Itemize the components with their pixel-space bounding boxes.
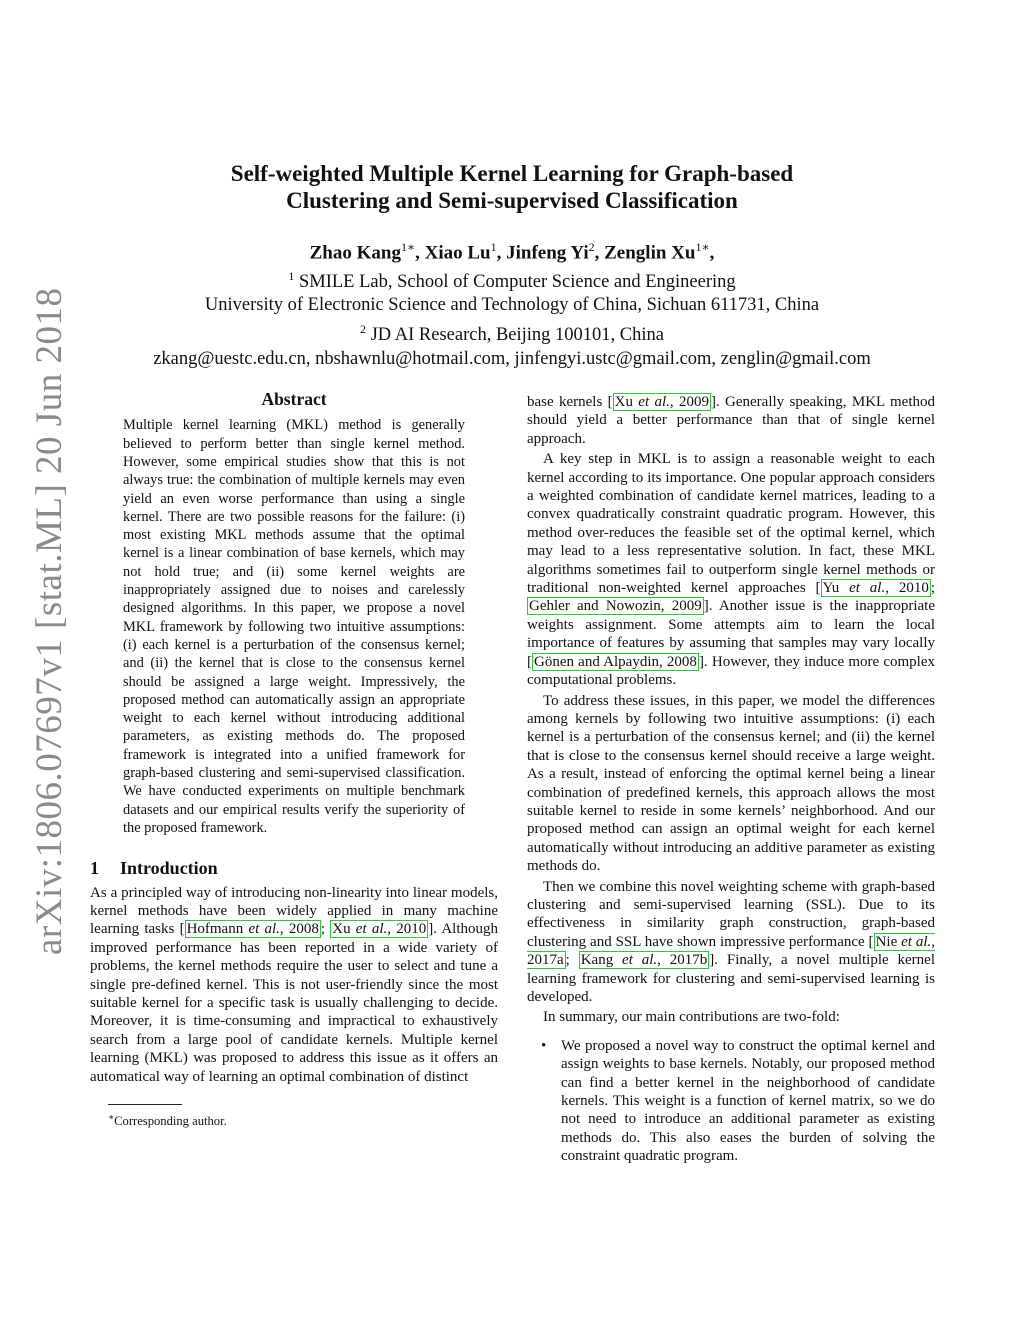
- right-column: [527, 393, 935, 1166]
- author-4-affil: 1∗: [695, 240, 710, 254]
- citation-nie-2017a[interactable]: Nie et al., 2017a: [527, 933, 935, 969]
- author-2-affil: 1: [490, 240, 497, 254]
- section-heading-introduction: [90, 859, 498, 877]
- author-4: Zenglin Xu: [604, 242, 696, 264]
- right-paragraph-2: A key step in MKL is to assign a reasonable weight to each kernel according to its importance. One popular approach considers a weighted combination of candidate kernel matrices, leading to a convex quadratically constraint quadratic program. However, this method over-reduces the feasible set of the optimal kernel, which may lead to a less representative solution. In fact, these MKL algorithms sometimes fail to outperform single kernel methods or traditional non-weighted kernel approaches [ Yu et al., 2010 ; Gehler and Nowozin, 2009 ]. Another issue is the inappropriate weights assignment. Some attempts aim to learn the local importance of features by assuming that samples may vary locally [ Gönen and Alpaydin, 2008 ]. However, they induce more complex computational problems.: [527, 451, 936, 689]
- citation-gehler-2009[interactable]: Gehler and Nowozin, 2009: [529, 598, 702, 615]
- citation-kang-2017b[interactable]: Kang et al., 2017b: [580, 952, 708, 969]
- citation-yu-2010[interactable]: Yu et al., 2010: [822, 580, 929, 597]
- citation-xu-2010[interactable]: Xu et al., 2010: [332, 921, 427, 938]
- author-2: Xiao Lu: [424, 242, 491, 264]
- section-number: 1: [90, 858, 99, 879]
- right-paragraph-3: To address these issues, in this paper, we model the differences among kernels by following two intuitive assumptions: (i) each kernel is a perturbation of the consensus kernel; and (ii) the kernel that is close to the consensus kernel should receive a large weight. As a result, instead of enforcing the optimal kernel being a linear combination of predefined kernels, this approach allows the most suitable kernel to reside in some kernels’ neighborhood. And our proposed method can assign an optimal weight for each kernel automatically without introducing an additive parameter as existing methods do.: [527, 692, 935, 875]
- footnote: ∗Corresponding author.: [108, 1112, 227, 1129]
- footnote-rule: [108, 1104, 182, 1105]
- paper-title: [110, 160, 914, 214]
- author-3: Jinfeng Yi: [506, 242, 589, 264]
- author-emails: zkang@uestc.edu.cn, nbshawnlu@hotmail.com, jinfengyi.ustc@gmail.com, zenglin@gmail.com: [153, 348, 871, 369]
- bullet-icon: •: [541, 1037, 547, 1054]
- arxiv-identifier: arXiv:1806.07697v1 [stat.ML] 20 Jun 2018: [29, 287, 70, 955]
- title-line-2: Clustering and Semi-supervised Classification: [286, 188, 738, 213]
- abstract-heading: Abstract: [261, 389, 327, 409]
- affiliation-1-university: University of Electronic Science and Technology of China, Sichuan 611731, China: [204, 295, 820, 316]
- author-block: [80, 236, 944, 371]
- right-paragraph-5: In summary, our main contributions are two-fold:: [543, 1009, 840, 1026]
- contribution-list-item: [527, 1037, 935, 1166]
- title-line-1: Self-weighted Multiple Kernel Learning for Graph-based: [230, 161, 794, 186]
- right-paragraph-1: base kernels [ Xu et al., 2009 ]. Generally speaking, MKL method should yield a better performance than that of single kernel approach.: [527, 394, 935, 447]
- right-paragraph-4: Then we combine this novel weighting scheme with graph-based clustering and semi-supervised learning (SSL). Due to its effectiveness in similarity graph construction, graph-based clustering and SSL have shown impressive performance [ Nie et al., 2017a ; Kang et al., 2017b ]. Finally, a novel multiple kernel learning framework for clustering and semi-supervised learning is developed.: [527, 878, 936, 1005]
- left-column: [90, 390, 498, 1131]
- citation-hofmann-2008[interactable]: Hofmann et al., 2008: [186, 921, 319, 938]
- citation-gonen-2008[interactable]: Gönen and Alpaydin, 2008: [534, 653, 697, 670]
- abstract-text: Multiple kernel learning (MKL) method is generally believed to perform better than single kernel method. However, some empirical studies show that this is not always true: the combination of multiple kernels may even yield an even worse performance than using a single kernel. There are two possible reasons for the failure: (i) most existing MKL methods assume that the optimal kernel is a linear combination of base kernels, which may not hold true; and (ii) some kernel weights are inappropriately assigned due to noises and carelessly designed algorithms. In this paper, we propose a novel MKL framework by following two intuitive assumptions: (i) each kernel is a perturbation of the consensus kernel; and (ii) the kernel that is close to the consensus kernel should be assigned a large weight. Impressively, the proposed method can automatically assign an appropriate weight to each kernel without introducing additional parameters, as existing methods do. The proposed framework is integrated into a unified framework for graph-based clustering and semi-supervised classification. We have conducted experiments on multiple benchmark datasets and our empirical results verify the superiority of the proposed framework.: [123, 417, 465, 836]
- affiliation-2: $^2$ JD AI Research, Beijing 100101, China: [359, 321, 664, 346]
- section-title: Introduction: [120, 858, 218, 879]
- author-names: Zhao Kang$^{1∗}$, Xiao Lu$^1$, Jinfeng Yi$^2$, Zenglin $Xu^{1∗}$,: [309, 240, 715, 264]
- author-3-affil: 2: [588, 240, 595, 254]
- citation-xu-2009[interactable]: Xu et al., 2009: [614, 394, 709, 410]
- author-1-affil: 1∗: [400, 240, 416, 254]
- affiliation-1: $^1$ SMILE Lab, School of Computer Science and Engineering: [288, 268, 736, 292]
- author-1: Zhao Kang: [309, 242, 401, 264]
- contribution-text: We proposed a novel way to construct the optimal kernel and assign weights to base kernels. Notably, our proposed method can find a better kernel in the neighborhood of candidate kernels. This weight is a function of kernel matrix, so we do not need to introduce an additional parameter as existing methods do. This also eases the burden of solving the constraint quadratic program.: [561, 1037, 935, 1165]
- intro-paragraph-1: As a principled way of introducing non-linearity into linear models, kernel methods have been widely applied in many machine learning tasks [ Hofmann et al., 2008 ; Xu et al., 2010 ]. Although improved performance has been reported in a wide variety of problems, the kernel methods require the user to select and tune a single pre-defined kernel. This is not user-friendly since the most suitable kernel for a specific task is usually challenging to decide. Moreover, it is time-consuming and impractical to exhaustively search from a large pool of candidate kernels. Multiple kernel learning (MKL) was proposed to address this issue as it offers an automatical way of learning an optimal combination of distinct: [90, 884, 499, 1085]
